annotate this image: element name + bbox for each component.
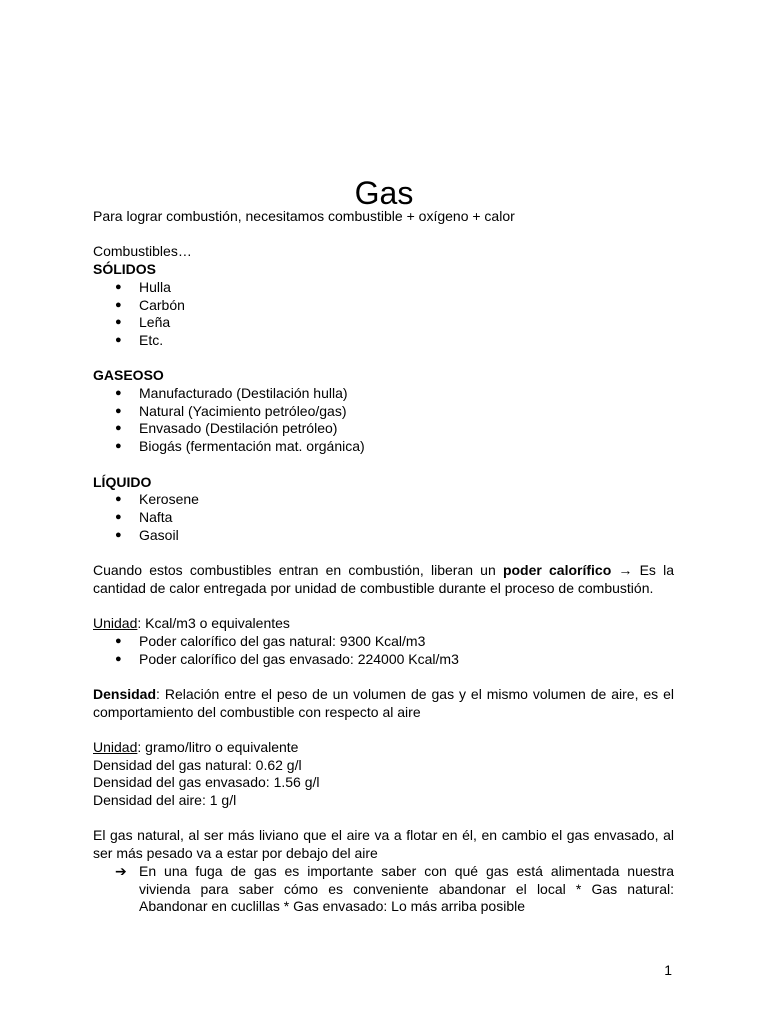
bullet-icon: ●	[115, 404, 122, 417]
list-item: ● Poder calorífico del gas envasado: 224000 Kcal/m3	[115, 650, 459, 667]
list-item: ● Biogás (fermentación mat. orgánica)	[115, 438, 365, 455]
liquido-heading: LÍQUIDO	[93, 473, 152, 490]
solidos-heading: SÓLIDOS	[93, 261, 157, 278]
page-title: Gas	[354, 175, 414, 212]
fuga-text: En una fuga de gas es importante saber con qué gas está alimentada nuestra vivienda para saber cómo es conveniente abandonar el local * Gas natural: Abandonar en cuclillas * Gas envasado: Lo más arriba posible	[139, 862, 674, 915]
flotar-paragraph: El gas natural, al ser más liviano que el aire va a flotar en él, en cambio el gas envasado, al ser más pesado va a estar por debajo del aire	[93, 827, 674, 862]
list-item: ● Gasoil	[115, 526, 179, 543]
list-item: ● Carbón	[115, 296, 185, 313]
poder-calorifico-term: poder calorífico	[502, 562, 612, 578]
bullet-icon: ●	[115, 528, 122, 541]
fuga-arrow-item	[93, 863, 674, 916]
list-item: ● Poder calorífico del gas natural: 9300 Kcal/m3	[115, 632, 426, 649]
densidad-gas-natural: Densidad del gas natural: 0.62 g/l	[93, 756, 302, 773]
list-item: ● Leña	[115, 314, 171, 331]
list-item: ● Etc.	[115, 331, 164, 348]
bullet-icon: ●	[115, 440, 122, 453]
document-body	[93, 208, 674, 916]
bullet-icon: ●	[115, 316, 122, 329]
intro-paragraph: Para lograr combustión, necesitamos combustible + oxígeno + calor	[93, 208, 515, 224]
bullet-icon: ●	[115, 634, 122, 647]
densidad-aire: Densidad del aire: 1 g/l	[93, 792, 237, 809]
list-item: ● Manufacturado (Destilación hulla)	[115, 385, 348, 401]
bullet-icon: ●	[115, 652, 122, 665]
bullet-icon: ●	[115, 493, 122, 506]
gaseoso-heading: GASEOSO	[93, 367, 164, 384]
densidad-paragraph: Densidad: Relación entre el peso de un volumen de gas y el mismo volumen de aire, es el comportamiento del combustible con respecto al aire	[93, 685, 674, 720]
bullet-icon: ●	[115, 333, 122, 346]
list-item: ● Hulla	[115, 278, 171, 295]
arrow-right-icon: ➔	[115, 862, 127, 879]
list-item: ● Nafta	[115, 508, 173, 525]
unidad-gramo-line: Unidad: gramo/litro o equivalente	[93, 738, 299, 755]
poder-calorifico-paragraph: Cuando estos combustibles entran en combustión, liberan un poder calorífico → Es la cantidad de calor entregada por unidad de combustible durante el proceso de combustión.	[93, 562, 674, 596]
bullet-icon: ●	[115, 387, 122, 399]
list-item: ● Envasado (Destilación petróleo)	[115, 420, 338, 437]
bullet-icon: ●	[115, 510, 122, 523]
unidad-label: Unidad	[93, 615, 138, 632]
list-item: ● Kerosene	[115, 491, 199, 508]
unidad-kcal-line: Unidad: Kcal/m3 o equivalentes	[93, 615, 290, 632]
unidad-label: Unidad	[93, 738, 138, 755]
poder-calorifico-list	[93, 633, 674, 668]
densidad-term: Densidad	[93, 685, 157, 702]
gaseoso-list	[93, 385, 674, 456]
densidad-gas-envasado: Densidad del gas envasado: 1.56 g/l	[93, 774, 320, 791]
liquido-list	[93, 491, 674, 544]
page-number: 1	[664, 962, 672, 978]
bullet-icon: ●	[115, 280, 122, 293]
bullet-icon: ●	[115, 422, 122, 435]
list-item: ● Natural (Yacimiento petróleo/gas)	[115, 402, 347, 419]
bullet-icon: ●	[115, 298, 122, 311]
combustibles-heading: Combustibles…	[93, 243, 192, 260]
solidos-list	[93, 279, 674, 350]
